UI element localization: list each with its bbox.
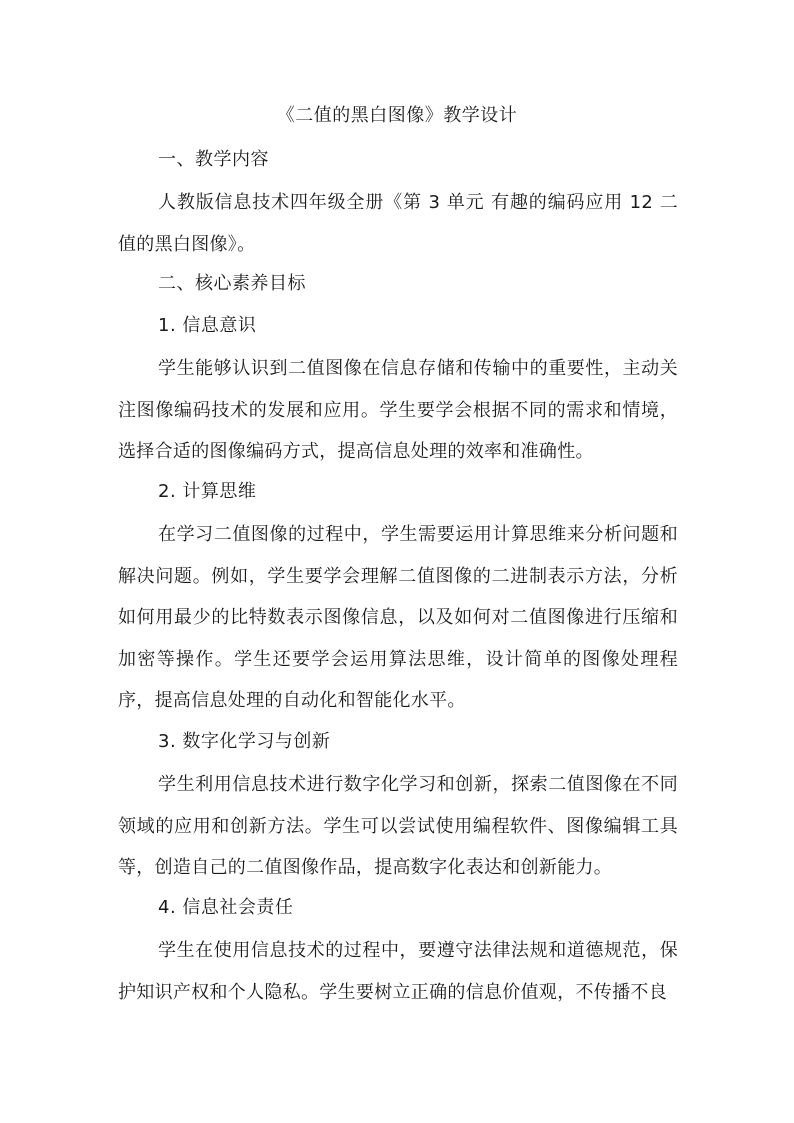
paragraph-social-responsibility: 学生在使用信息技术的过程中，要遵守法律法规和道德规范，保护知识产权和个人隐私。学生要树立正确的信息价值观，不传播不良 (118, 940, 678, 1003)
paragraph-information-awareness: 学生能够认识到二值图像在信息存储和传输中的重要性，主动关注图像编码技术的发展和应用。学生要学会根据不同的需求和情境，选择合适的图像编码方式，提高信息处理的效率和准确性。 (118, 358, 678, 463)
subheading-social-responsibility: 4. 信息社会责任 (158, 897, 294, 918)
paragraph-digital-learning: 学生利用信息技术进行数字化学习和创新，探索二值图像在不同领域的应用和创新方法。学生可以尝试使用编程软件、图像编辑工具等，创造自己的二值图像作品，提高数字化表达和创新能力。 (118, 774, 678, 879)
subheading-computational-thinking: 2. 计算思维 (158, 481, 257, 502)
section-heading-teaching-content: 一、教学内容 (158, 149, 269, 170)
subheading-digital-learning: 3. 数字化学习与创新 (158, 731, 331, 752)
subheading-information-awareness: 1. 信息意识 (158, 315, 257, 336)
paragraph-computational-thinking: 在学习二值图像的过程中，学生需要运用计算思维来分析问题和解决问题。例如，学生要学会理解二值图像的二进制表示方法，分析如何用最少的比特数表示图像信息，以及如何对二值图像进行压缩和加密等操作。学生还要学会运用算法思维，设计简单的图像处理程序，提高信息处理的自动化和智能化水平。 (118, 524, 678, 712)
document-title: 《二值的黑白图像》教学设计 (276, 105, 518, 126)
section-heading-core-goals: 二、核心素养目标 (158, 273, 306, 294)
section-text-teaching-content: 人教版信息技术四年级全册《第 3 单元 有趣的编码应用 12 二值的黑白图像》。 (118, 192, 678, 255)
